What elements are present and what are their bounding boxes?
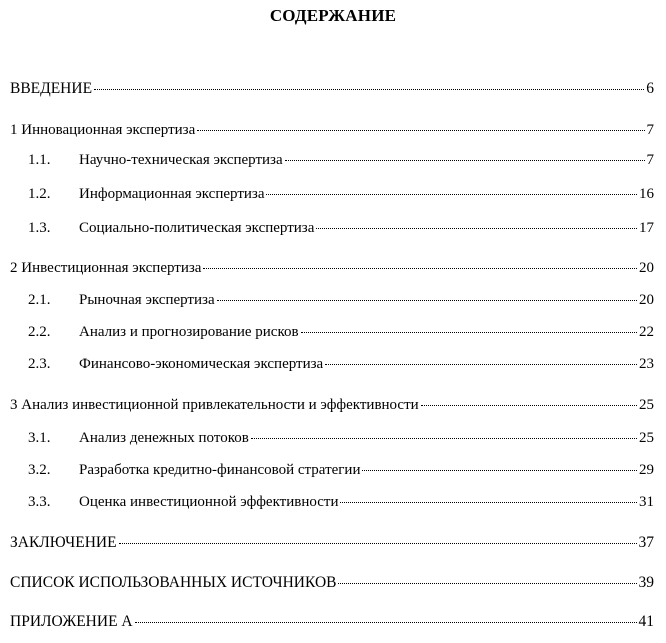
toc-entry bbox=[10, 258, 654, 278]
toc-entry-number: 1.3. bbox=[28, 220, 51, 236]
toc-entry-label: СПИСОК ИСПОЛЬЗОВАННЫХ ИСТОЧНИКОВ bbox=[10, 574, 337, 591]
toc-entry-page: 16 bbox=[639, 186, 654, 202]
toc-entry-label: Научно-техническая экспертиза bbox=[79, 152, 283, 168]
toc-entry-label: Разработка кредитно-финансовой стратегии bbox=[79, 462, 361, 478]
toc-entry-number: 3 bbox=[10, 397, 22, 413]
page-title: СОДЕРЖАНИЕ bbox=[269, 6, 397, 25]
toc-entry-number: 2.1. bbox=[28, 292, 51, 308]
toc-entry-page: 29 bbox=[639, 462, 654, 478]
toc-entry-page: 7 bbox=[646, 152, 654, 168]
toc-entry-label: ВВЕДЕНИЕ bbox=[10, 80, 93, 97]
toc-entry-page: 20 bbox=[639, 260, 654, 276]
toc-entry-number: 1.1. bbox=[28, 152, 51, 168]
toc-entry-page: 39 bbox=[638, 574, 654, 591]
toc-entry bbox=[10, 395, 654, 415]
toc-entry bbox=[28, 428, 654, 448]
toc-entry-number: 2.3. bbox=[28, 356, 51, 372]
toc-entry-label: Анализ денежных потоков bbox=[79, 430, 249, 446]
toc-entry-number: 3.3. bbox=[28, 494, 51, 510]
toc-entry-number: 3.2. bbox=[28, 462, 51, 478]
toc-entry bbox=[28, 150, 654, 170]
toc-entry-label: Финансово-экономическая экспертиза bbox=[79, 356, 324, 372]
toc-entry-number: 1.2. bbox=[28, 186, 51, 202]
toc-entry-label: Инвестиционная экспертиза bbox=[21, 260, 202, 276]
dot-leader bbox=[203, 267, 637, 269]
toc-entry-page: 22 bbox=[639, 324, 654, 340]
dot-leader bbox=[217, 299, 637, 301]
toc-entry bbox=[10, 79, 654, 99]
toc-entry-number: 2 bbox=[10, 260, 22, 276]
toc-entry-label: ЗАКЛЮЧЕНИЕ bbox=[10, 534, 117, 551]
dot-leader bbox=[325, 363, 637, 365]
toc-entry-label: Оценка инвестиционной эффективности bbox=[79, 494, 339, 510]
dot-leader bbox=[340, 501, 637, 503]
toc-entry-page: 41 bbox=[638, 613, 654, 630]
toc-entry-page: 6 bbox=[646, 80, 654, 97]
dot-leader bbox=[421, 404, 637, 406]
toc-entry-number: 3.1. bbox=[28, 430, 51, 446]
toc-entry bbox=[28, 290, 654, 310]
dot-leader bbox=[362, 469, 637, 471]
dot-leader bbox=[285, 159, 645, 161]
toc-entry-page: 7 bbox=[646, 122, 654, 138]
dot-leader bbox=[251, 437, 637, 439]
toc-entry-number: 1 bbox=[10, 122, 22, 138]
toc-entry-number: 2.2. bbox=[28, 324, 51, 340]
toc-entry-label: Инновационная экспертиза bbox=[21, 122, 196, 138]
toc-entry bbox=[28, 322, 654, 342]
toc-entry-page: 31 bbox=[639, 494, 654, 510]
toc-entry bbox=[10, 573, 654, 593]
dot-leader bbox=[301, 331, 637, 333]
toc-entry-page: 25 bbox=[639, 430, 654, 446]
toc-entry-page: 17 bbox=[639, 220, 654, 236]
dot-leader bbox=[338, 582, 636, 584]
toc-entry-page: 23 bbox=[639, 356, 654, 372]
dot-leader bbox=[266, 193, 637, 195]
toc-entry bbox=[28, 354, 654, 374]
toc-entry bbox=[10, 612, 654, 632]
toc-entry-label: Анализ инвестиционной привлекательности и эффективности bbox=[21, 397, 419, 413]
toc-entry-label: Информационная экспертиза bbox=[79, 186, 265, 202]
toc-entry bbox=[28, 460, 654, 480]
toc-entry-label: Анализ и прогнозирование рисков bbox=[79, 324, 299, 340]
toc-entry bbox=[28, 218, 654, 238]
dot-leader bbox=[94, 88, 644, 90]
toc-entry-page: 20 bbox=[639, 292, 654, 308]
toc-entry bbox=[28, 492, 654, 512]
toc-entry bbox=[28, 184, 654, 204]
dot-leader bbox=[135, 621, 637, 623]
toc-entry-label: ПРИЛОЖЕНИЕ А bbox=[10, 613, 133, 630]
dot-leader bbox=[316, 227, 637, 229]
toc-entry-label: Социально-политическая экспертиза bbox=[79, 220, 315, 236]
toc-entry-label: Рыночная экспертиза bbox=[79, 292, 215, 308]
toc-entry-page: 37 bbox=[638, 534, 654, 551]
toc-entry bbox=[10, 533, 654, 553]
toc-entry-page: 25 bbox=[639, 397, 654, 413]
toc-entry bbox=[10, 120, 654, 140]
dot-leader bbox=[119, 542, 637, 544]
dot-leader bbox=[197, 129, 644, 131]
